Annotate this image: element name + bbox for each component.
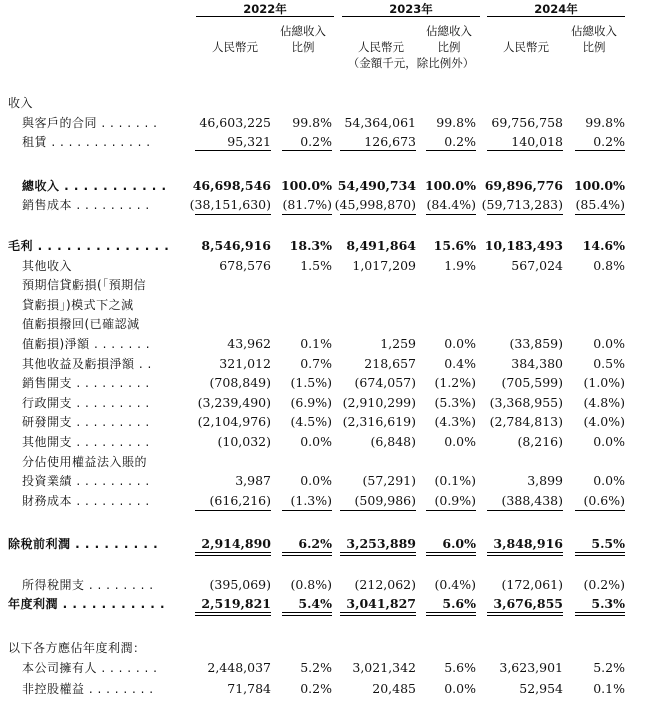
total-rule xyxy=(575,150,625,151)
total-rule xyxy=(195,214,271,215)
year-header-rule xyxy=(196,16,334,17)
amount-cell: 43,962 xyxy=(227,336,271,351)
amount-cell: (395,069) xyxy=(209,577,271,592)
row-label: 值虧損撥回(已確認減 xyxy=(22,317,140,331)
percent-cell: 0.2% xyxy=(300,134,332,149)
percent-cell: 0.0% xyxy=(444,336,476,351)
year-header: 2023年 xyxy=(389,2,433,16)
pct-column-header: 佔總收入 xyxy=(280,24,326,38)
percent-cell: (85.4%) xyxy=(575,197,625,212)
total-rule xyxy=(487,510,563,511)
percent-cell: 99.8% xyxy=(436,115,476,130)
percent-cell: (1.0%) xyxy=(583,375,625,390)
pct-column-header: 比例 xyxy=(582,40,606,54)
pct-column-header: 佔總收入 xyxy=(571,24,617,38)
percent-cell: 0.2% xyxy=(300,681,332,696)
percent-cell: 5.3% xyxy=(591,596,625,611)
total-rule xyxy=(282,510,332,511)
amount-cell: (3,368,955) xyxy=(489,395,563,410)
total-rule xyxy=(282,150,332,151)
percent-cell: (84.4%) xyxy=(426,197,476,212)
amount-cell: 2,914,890 xyxy=(201,536,271,551)
amount-column-header: 人民幣元 xyxy=(358,40,404,54)
amount-cell: 52,954 xyxy=(519,681,563,696)
total-rule xyxy=(575,510,625,511)
percent-cell: 0.0% xyxy=(593,336,625,351)
amount-cell: 95,321 xyxy=(227,134,271,149)
total-rule xyxy=(340,552,416,556)
amount-cell: 2,519,821 xyxy=(201,596,271,611)
total-rule xyxy=(282,552,332,556)
amount-cell: (38,151,630) xyxy=(189,197,271,212)
amount-cell: (57,291) xyxy=(362,473,416,488)
year-header-rule xyxy=(487,16,625,17)
percent-cell: 0.8% xyxy=(593,258,625,273)
amount-cell: 8,491,864 xyxy=(346,238,416,253)
percent-cell: (0.8%) xyxy=(290,577,332,592)
amount-cell: (59,713,283) xyxy=(481,197,563,212)
percent-cell: 100.0% xyxy=(280,178,332,193)
row-label: 除稅前利潤 . . . . . . . . . xyxy=(8,537,159,551)
percent-cell: 15.6% xyxy=(433,238,476,253)
amount-cell: 218,657 xyxy=(364,356,416,371)
amount-cell: (212,062) xyxy=(354,577,416,592)
amount-cell: (33,859) xyxy=(509,336,563,351)
row-label: 所得稅開支 . . . . . . . . xyxy=(22,578,154,592)
amount-cell: 1,017,209 xyxy=(352,258,416,273)
total-rule xyxy=(426,214,476,215)
amount-cell: 20,485 xyxy=(372,681,416,696)
percent-cell: 0.7% xyxy=(300,356,332,371)
total-rule xyxy=(575,552,625,556)
section-heading: 以下各方應佔年度利潤： xyxy=(8,641,146,655)
percent-cell: 5.5% xyxy=(591,536,625,551)
percent-cell: 99.8% xyxy=(585,115,625,130)
row-label: 總收入 . . . . . . . . . . . xyxy=(22,179,167,193)
row-label: 分佔使用權益法入賬的 xyxy=(22,455,148,469)
amount-cell: (674,057) xyxy=(354,375,416,390)
amount-cell: (708,849) xyxy=(209,375,271,390)
amount-cell: (509,986) xyxy=(354,493,416,508)
percent-cell: 6.0% xyxy=(442,536,476,551)
pct-column-header: 比例 xyxy=(291,40,315,54)
percent-cell: 14.6% xyxy=(582,238,625,253)
total-rule xyxy=(340,510,416,511)
percent-cell: 0.2% xyxy=(444,134,476,149)
total-rule xyxy=(340,612,416,616)
amount-cell: (6,848) xyxy=(370,434,416,449)
percent-cell: 6.2% xyxy=(298,536,332,551)
percent-cell: (0.9%) xyxy=(434,493,476,508)
amount-cell: (3,239,490) xyxy=(197,395,271,410)
row-label: 投資業績 . . . . . . . . . xyxy=(22,474,150,488)
percent-cell: 0.0% xyxy=(300,473,332,488)
total-rule xyxy=(575,612,625,616)
percent-cell: (81.7%) xyxy=(282,197,332,212)
amount-cell: (705,599) xyxy=(501,375,563,390)
percent-cell: (1.5%) xyxy=(290,375,332,390)
total-rule xyxy=(487,214,563,215)
percent-cell: (1.3%) xyxy=(290,493,332,508)
percent-cell: 5.4% xyxy=(298,596,332,611)
percent-cell: 0.0% xyxy=(444,681,476,696)
amount-cell: (45,998,870) xyxy=(334,197,416,212)
amount-cell: (8,216) xyxy=(517,434,563,449)
amount-cell: 126,673 xyxy=(364,134,416,149)
total-rule xyxy=(195,150,271,151)
amount-cell: 3,676,855 xyxy=(493,596,563,611)
total-rule xyxy=(426,150,476,151)
percent-cell: 100.0% xyxy=(424,178,476,193)
amount-cell: 3,021,342 xyxy=(352,660,416,675)
amount-cell: 54,490,734 xyxy=(337,178,416,193)
total-rule xyxy=(340,214,416,215)
amount-cell: 384,380 xyxy=(511,356,563,371)
row-label: 非控股權益 . . . . . . . . xyxy=(22,682,154,696)
percent-cell: (4.0%) xyxy=(583,414,625,429)
amount-cell: 3,987 xyxy=(235,473,271,488)
total-rule xyxy=(282,214,332,215)
total-rule xyxy=(195,552,271,556)
amount-cell: 567,024 xyxy=(511,258,563,273)
total-rule xyxy=(426,510,476,511)
percent-cell: 100.0% xyxy=(573,178,625,193)
amount-cell: 678,576 xyxy=(219,258,271,273)
row-label: 毛利 . . . . . . . . . . . . . . xyxy=(8,239,170,253)
total-rule xyxy=(340,150,416,151)
percent-cell: 0.1% xyxy=(300,336,332,351)
amount-cell: 1,259 xyxy=(380,336,416,351)
percent-cell: 0.0% xyxy=(593,473,625,488)
percent-cell: 5.6% xyxy=(442,596,476,611)
amount-cell: 3,253,889 xyxy=(346,536,416,551)
percent-cell: 1.9% xyxy=(444,258,476,273)
row-label: 本公司擁有人 . . . . . . . xyxy=(22,661,158,675)
pct-column-header: 佔總收入 xyxy=(426,24,472,38)
total-rule xyxy=(282,612,332,616)
percent-cell: (4.5%) xyxy=(290,414,332,429)
row-label: 研發開支 . . . . . . . . . xyxy=(22,415,150,429)
percent-cell: 0.0% xyxy=(593,434,625,449)
row-label: 年度利潤 . . . . . . . . . . . xyxy=(8,597,166,611)
percent-cell: 0.1% xyxy=(593,681,625,696)
percent-cell: (0.6%) xyxy=(583,493,625,508)
percent-cell: (0.4%) xyxy=(434,577,476,592)
row-label: 銷售開支 . . . . . . . . . xyxy=(22,376,150,390)
amount-cell: 10,183,493 xyxy=(484,238,563,253)
amount-cell: 71,784 xyxy=(227,681,271,696)
percent-cell: 0.5% xyxy=(593,356,625,371)
total-rule xyxy=(426,552,476,556)
percent-cell: (0.1%) xyxy=(434,473,476,488)
amount-cell: 69,896,776 xyxy=(484,178,563,193)
row-label: 行政開支 . . . . . . . . . xyxy=(22,396,150,410)
amount-cell: (2,784,813) xyxy=(489,414,563,429)
percent-cell: 0.4% xyxy=(444,356,476,371)
row-label: 值虧損)淨額 . . . . . . . xyxy=(22,337,151,351)
row-label: 其他收入 xyxy=(22,259,73,273)
year-header-rule xyxy=(342,16,480,17)
amount-cell: 3,623,901 xyxy=(499,660,563,675)
units-note: （金額千元，除比例外） xyxy=(347,56,475,70)
percent-cell: (4.3%) xyxy=(434,414,476,429)
row-label: 預期信貸虧損(「預期信 xyxy=(22,278,147,292)
row-label: 租賃 . . . . . . . . . . . . xyxy=(22,135,151,149)
total-rule xyxy=(487,150,563,151)
total-rule xyxy=(575,214,625,215)
row-label: 貸虧損」)模式下之減 xyxy=(22,298,134,312)
amount-cell: (616,216) xyxy=(209,493,271,508)
percent-cell: 5.6% xyxy=(444,660,476,675)
percent-cell: 18.3% xyxy=(289,238,332,253)
amount-cell: 46,603,225 xyxy=(199,115,271,130)
total-rule xyxy=(487,612,563,616)
total-rule xyxy=(426,612,476,616)
amount-cell: 3,899 xyxy=(527,473,563,488)
percent-cell: 5.2% xyxy=(300,660,332,675)
percent-cell: 1.5% xyxy=(300,258,332,273)
total-rule xyxy=(487,552,563,556)
section-heading: 收入 xyxy=(8,96,34,110)
total-rule xyxy=(195,510,271,511)
amount-cell: (172,061) xyxy=(501,577,563,592)
percent-cell: (6.9%) xyxy=(290,395,332,410)
pct-column-header: 比例 xyxy=(437,40,461,54)
amount-cell: (10,032) xyxy=(217,434,271,449)
row-label: 其他開支 . . . . . . . . . xyxy=(22,435,150,449)
row-label: 銷售成本 . . . . . . . . . xyxy=(22,198,150,212)
amount-cell: 54,364,061 xyxy=(344,115,416,130)
total-rule xyxy=(195,612,271,616)
amount-cell: 8,546,916 xyxy=(201,238,271,253)
row-label: 其他收益及虧損淨額 . . xyxy=(22,357,152,371)
amount-column-header: 人民幣元 xyxy=(212,40,258,54)
year-header: 2024年 xyxy=(534,2,578,16)
amount-cell: 2,448,037 xyxy=(207,660,271,675)
percent-cell: 0.0% xyxy=(444,434,476,449)
amount-cell: (2,910,299) xyxy=(342,395,416,410)
percent-cell: 99.8% xyxy=(292,115,332,130)
amount-cell: 3,041,827 xyxy=(346,596,416,611)
year-header: 2022年 xyxy=(243,2,287,16)
amount-cell: 46,698,546 xyxy=(192,178,271,193)
amount-cell: (388,438) xyxy=(501,493,563,508)
amount-cell: 140,018 xyxy=(511,134,563,149)
percent-cell: (0.2%) xyxy=(583,577,625,592)
percent-cell: (1.2%) xyxy=(434,375,476,390)
amount-cell: 3,848,916 xyxy=(493,536,563,551)
row-label: 與客戶的合同 . . . . . . . xyxy=(22,116,158,130)
percent-cell: 0.2% xyxy=(593,134,625,149)
percent-cell: 0.0% xyxy=(300,434,332,449)
percent-cell: 5.2% xyxy=(593,660,625,675)
amount-cell: (2,316,619) xyxy=(342,414,416,429)
amount-cell: (2,104,976) xyxy=(197,414,271,429)
amount-column-header: 人民幣元 xyxy=(503,40,549,54)
percent-cell: (5.3%) xyxy=(434,395,476,410)
amount-cell: 69,756,758 xyxy=(491,115,563,130)
amount-cell: 321,012 xyxy=(219,356,271,371)
row-label: 財務成本 . . . . . . . . . xyxy=(22,494,150,508)
percent-cell: (4.8%) xyxy=(583,395,625,410)
